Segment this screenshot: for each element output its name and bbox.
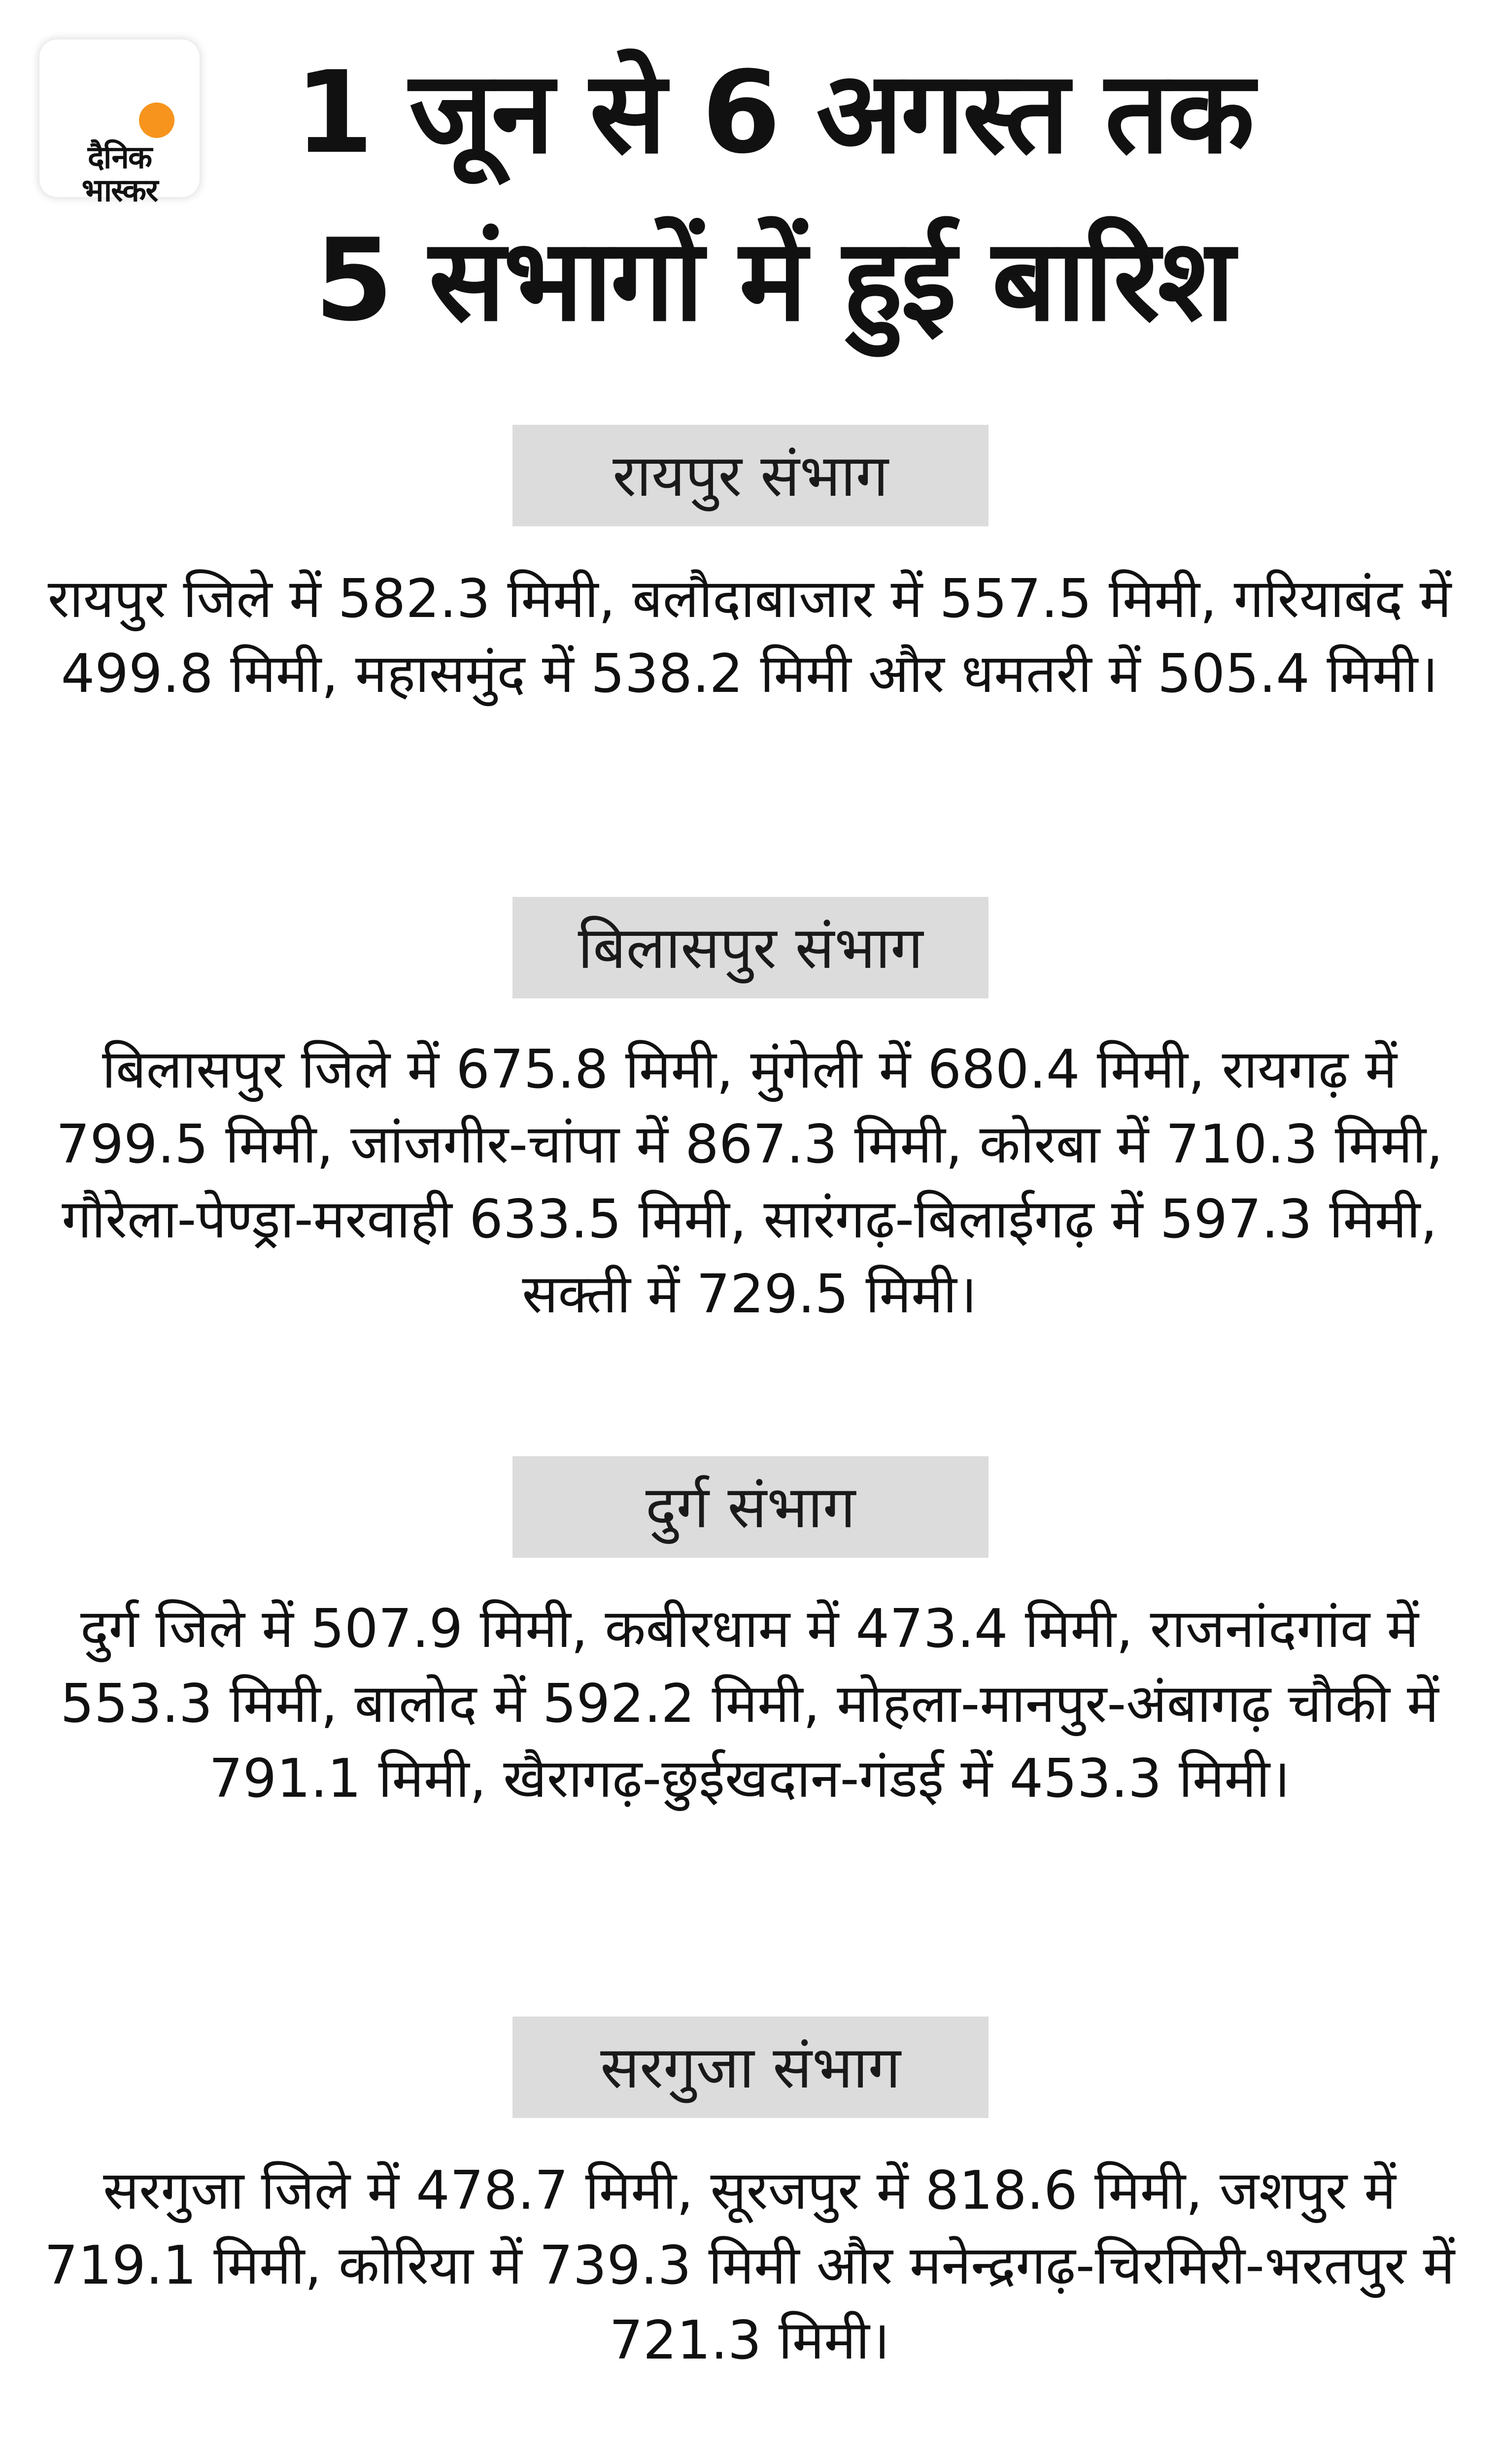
section-label-durg: दुर्ग संभाग	[512, 1456, 988, 1558]
headline-line1: 1 जून से 6 अगस्त तक	[295, 47, 1253, 179]
headline-line2: 5 संभागों में हुई बारिश	[314, 215, 1233, 346]
section-text-bilaspur: बिलासपुर जिले में 675.8 मिमी, मुंगेली में 680.4 मिमी, रायगढ़ में 799.5 मिमी, जांजगीर-चांपा में 867.3 मिमी, कोरबा में 710.3 मिमी, गौरेला-पेण्ड्रा-मरवाही 633.5 मिमी, सारंगढ़-बिलाईगढ़ में 597.3 मिमी, सक्ती में 729.5 मिमी।	[56, 1039, 1443, 1325]
section-label-surguja: सरगुजा संभाग	[512, 2017, 988, 2118]
brand-logo	[39, 39, 200, 209]
section-label-raipur: रायपुर संभाग	[512, 425, 988, 526]
section-text-raipur: रायपुर जिले में 582.3 मिमी, बलौदाबाजार में 557.5 मिमी, गरियाबंद में 499.8 मिमी, महासमुंद में 538.2 मिमी और धमतरी में 505.4 मिमी।	[47, 568, 1452, 705]
section-label-bilaspur: बिलासपुर संभाग	[512, 897, 988, 998]
section-text-durg: दुर्ग जिले में 507.9 मिमी, कबीरधाम में 473.4 मिमी, राजनांदगांव में 553.3 मिमी, बालोद में 592.2 मिमी, मोहला-मानपुर-अंबागढ़ चौकी में 791.1 मिमी, खैरागढ़-छुईखदान-गंडई में 453.3 मिमी।	[60, 1598, 1439, 1810]
section-text-surguja: सरगुजा जिले में 478.7 मिमी, सूरजपुर में 818.6 मिमी, जशपुर में 719.1 मिमी, कोरिया में 739.3 मिमी और मनेन्द्रगढ़-चिरमिरी-भरतपुर में 721.3 मिमी।	[44, 2160, 1455, 2371]
logo-text-line1: दैनिक	[87, 139, 152, 176]
logo-text-line2: भास्कर	[81, 172, 158, 209]
sun-icon	[139, 103, 174, 138]
headline	[232, 30, 1316, 365]
